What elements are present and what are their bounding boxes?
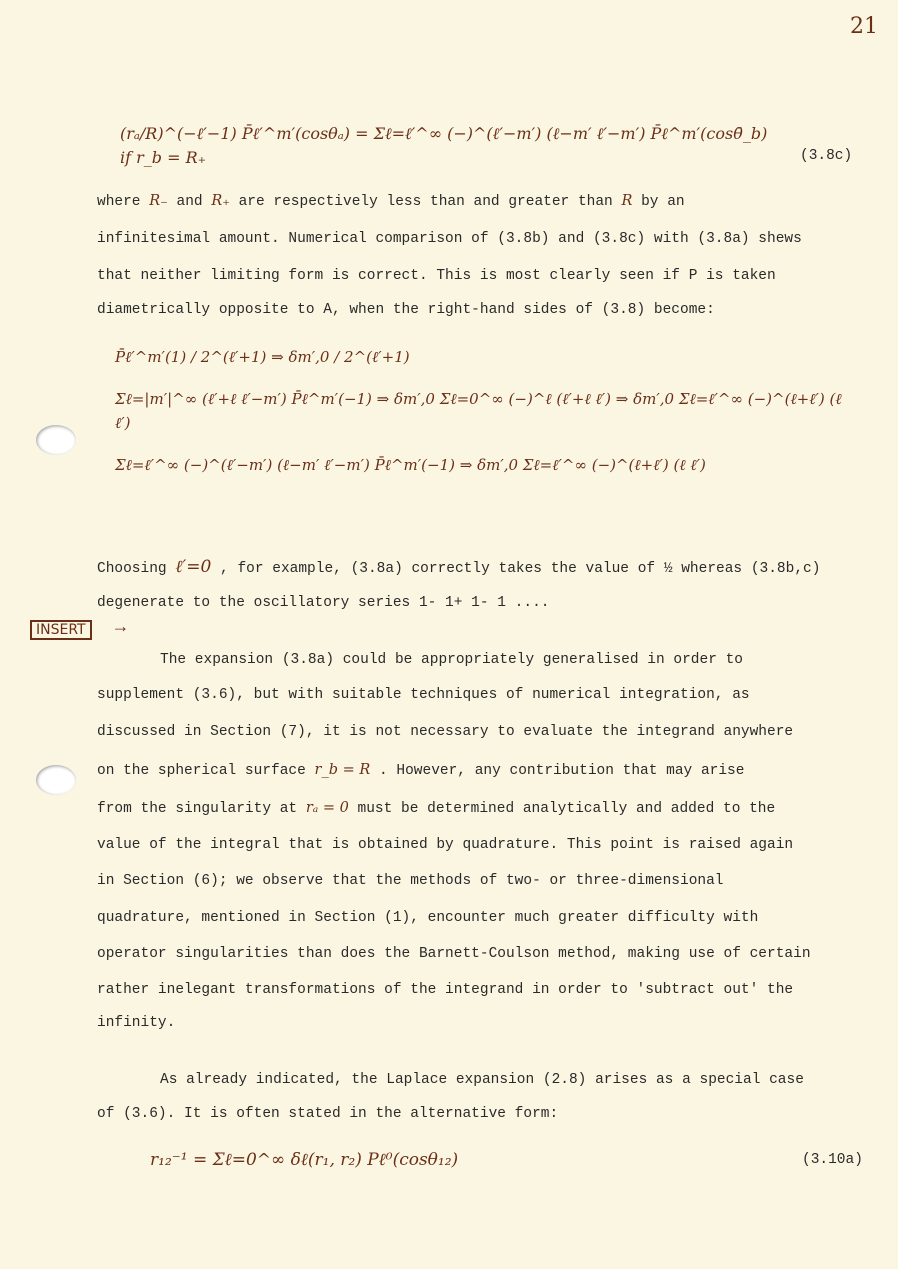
text-line: infinitesimal amount. Numerical comparison of (3.8b) and (3.8c) with (3.8a) shews [97, 231, 802, 247]
text-line: diametrically opposite to A, when the right-hand sides of (3.8) become: [97, 302, 715, 318]
punch-hole [36, 765, 76, 795]
text: where [97, 194, 150, 210]
text-line: in Section (6); we observe that the methods of two- or three-dimensional [97, 873, 724, 889]
text-line: rather inelegant transformations of the integrand in order to 'subtract out' the [97, 982, 794, 998]
text: on the spherical surface [97, 763, 315, 779]
math: R [621, 193, 633, 209]
equation-number: (3.8c) [800, 148, 853, 164]
text-line: of (3.6). It is often stated in the alternative form: [97, 1106, 559, 1122]
text-line: that neither limiting form is correct. This is most clearly seen if P is taken [97, 268, 776, 284]
limit-equation: Σℓ=ℓ′^∞ (−)^(ℓ′−m′) (ℓ−m′ ℓ′−m′) P̄ℓ^m′(−1) ⇒ δm′,0 Σℓ=ℓ′^∞ (−)^(ℓ+ℓ′) (ℓ ℓ′) [115, 456, 706, 474]
text: must be determined analytically and added to the [348, 801, 776, 817]
text: by an [632, 194, 685, 210]
text-line: supplement (3.6), but with suitable techniques of numerical integration, as [97, 687, 750, 703]
text-line: infinity. [97, 1015, 176, 1031]
math: r_b = R [314, 762, 371, 778]
punch-hole [36, 425, 76, 455]
math: ℓ′=0 [175, 557, 212, 577]
text-line: operator singularities than does the Barnett-Coulson method, making use of certain [97, 946, 811, 962]
text-line: The expansion (3.8a) could be appropriately generalised in order to [160, 652, 743, 668]
text-line [97, 800, 775, 817]
text-line: As already indicated, the Laplace expansion (2.8) arises as a special case [160, 1072, 804, 1088]
text: Choosing [97, 561, 176, 577]
limit-equation: Σℓ=|m′|^∞ (ℓ′+ℓ ℓ′−m′) P̄ℓ^m′(−1) ⇒ δm′,0 Σℓ=0^∞ (−)^ℓ (ℓ′+ℓ ℓ′) ⇒ δm′,0 Σℓ=ℓ′^∞ (−)^(ℓ+ℓ′) (ℓ ℓ′) [115, 390, 842, 432]
insert-mark: INSERT [30, 620, 92, 640]
text-line: value of the integral that is obtained by quadrature. This point is raised again [97, 837, 794, 853]
equation-number: (3.10a) [802, 1152, 863, 1168]
text: are respectively less than and greater than [229, 194, 622, 210]
text-line: quadrature, mentioned in Section (1), encounter much greater difficulty with [97, 910, 759, 926]
limiting-forms [115, 345, 855, 495]
equation-3-8c: (rₐ/R)^(−ℓ′−1) P̄ℓ′^m′(cosθₐ) = Σℓ=ℓ′^∞ (−)^(ℓ′−m′) (ℓ−m′ ℓ′−m′) P̄ℓ^m′(cosθ̄_b) if r_b = R₊ [120, 124, 768, 167]
text-line [97, 762, 744, 779]
text: , for example, (3.8a) correctly takes the value of ½ whereas (3.8b,c) [211, 561, 821, 577]
limit-equation: P̄ℓ′^m′(1) / 2^(ℓ′+1) ⇒ δm′,0 / 2^(ℓ′+1) [115, 348, 410, 366]
text-line [97, 193, 685, 210]
math: R₊ [211, 193, 230, 209]
text-line: discussed in Section (7), it is not necessary to evaluate the integrand anywhere [97, 724, 794, 740]
equation-3-10a: r₁₂⁻¹ = Σℓ=0^∞ δℓ(r₁, r₂) Pℓ⁰(cosθ₁₂) [150, 1150, 459, 1170]
text-line [97, 557, 820, 577]
text-line: degenerate to the oscillatory series 1- 1+ 1- 1 .... [97, 595, 550, 611]
text: and [167, 194, 212, 210]
text: from the singularity at [97, 801, 306, 817]
math: R₋ [149, 193, 168, 209]
arrow-icon: → [115, 618, 126, 638]
page-number: 21 [850, 14, 878, 39]
math: rₐ = 0 [305, 800, 349, 816]
text: . However, any contribution that may arise [370, 763, 745, 779]
